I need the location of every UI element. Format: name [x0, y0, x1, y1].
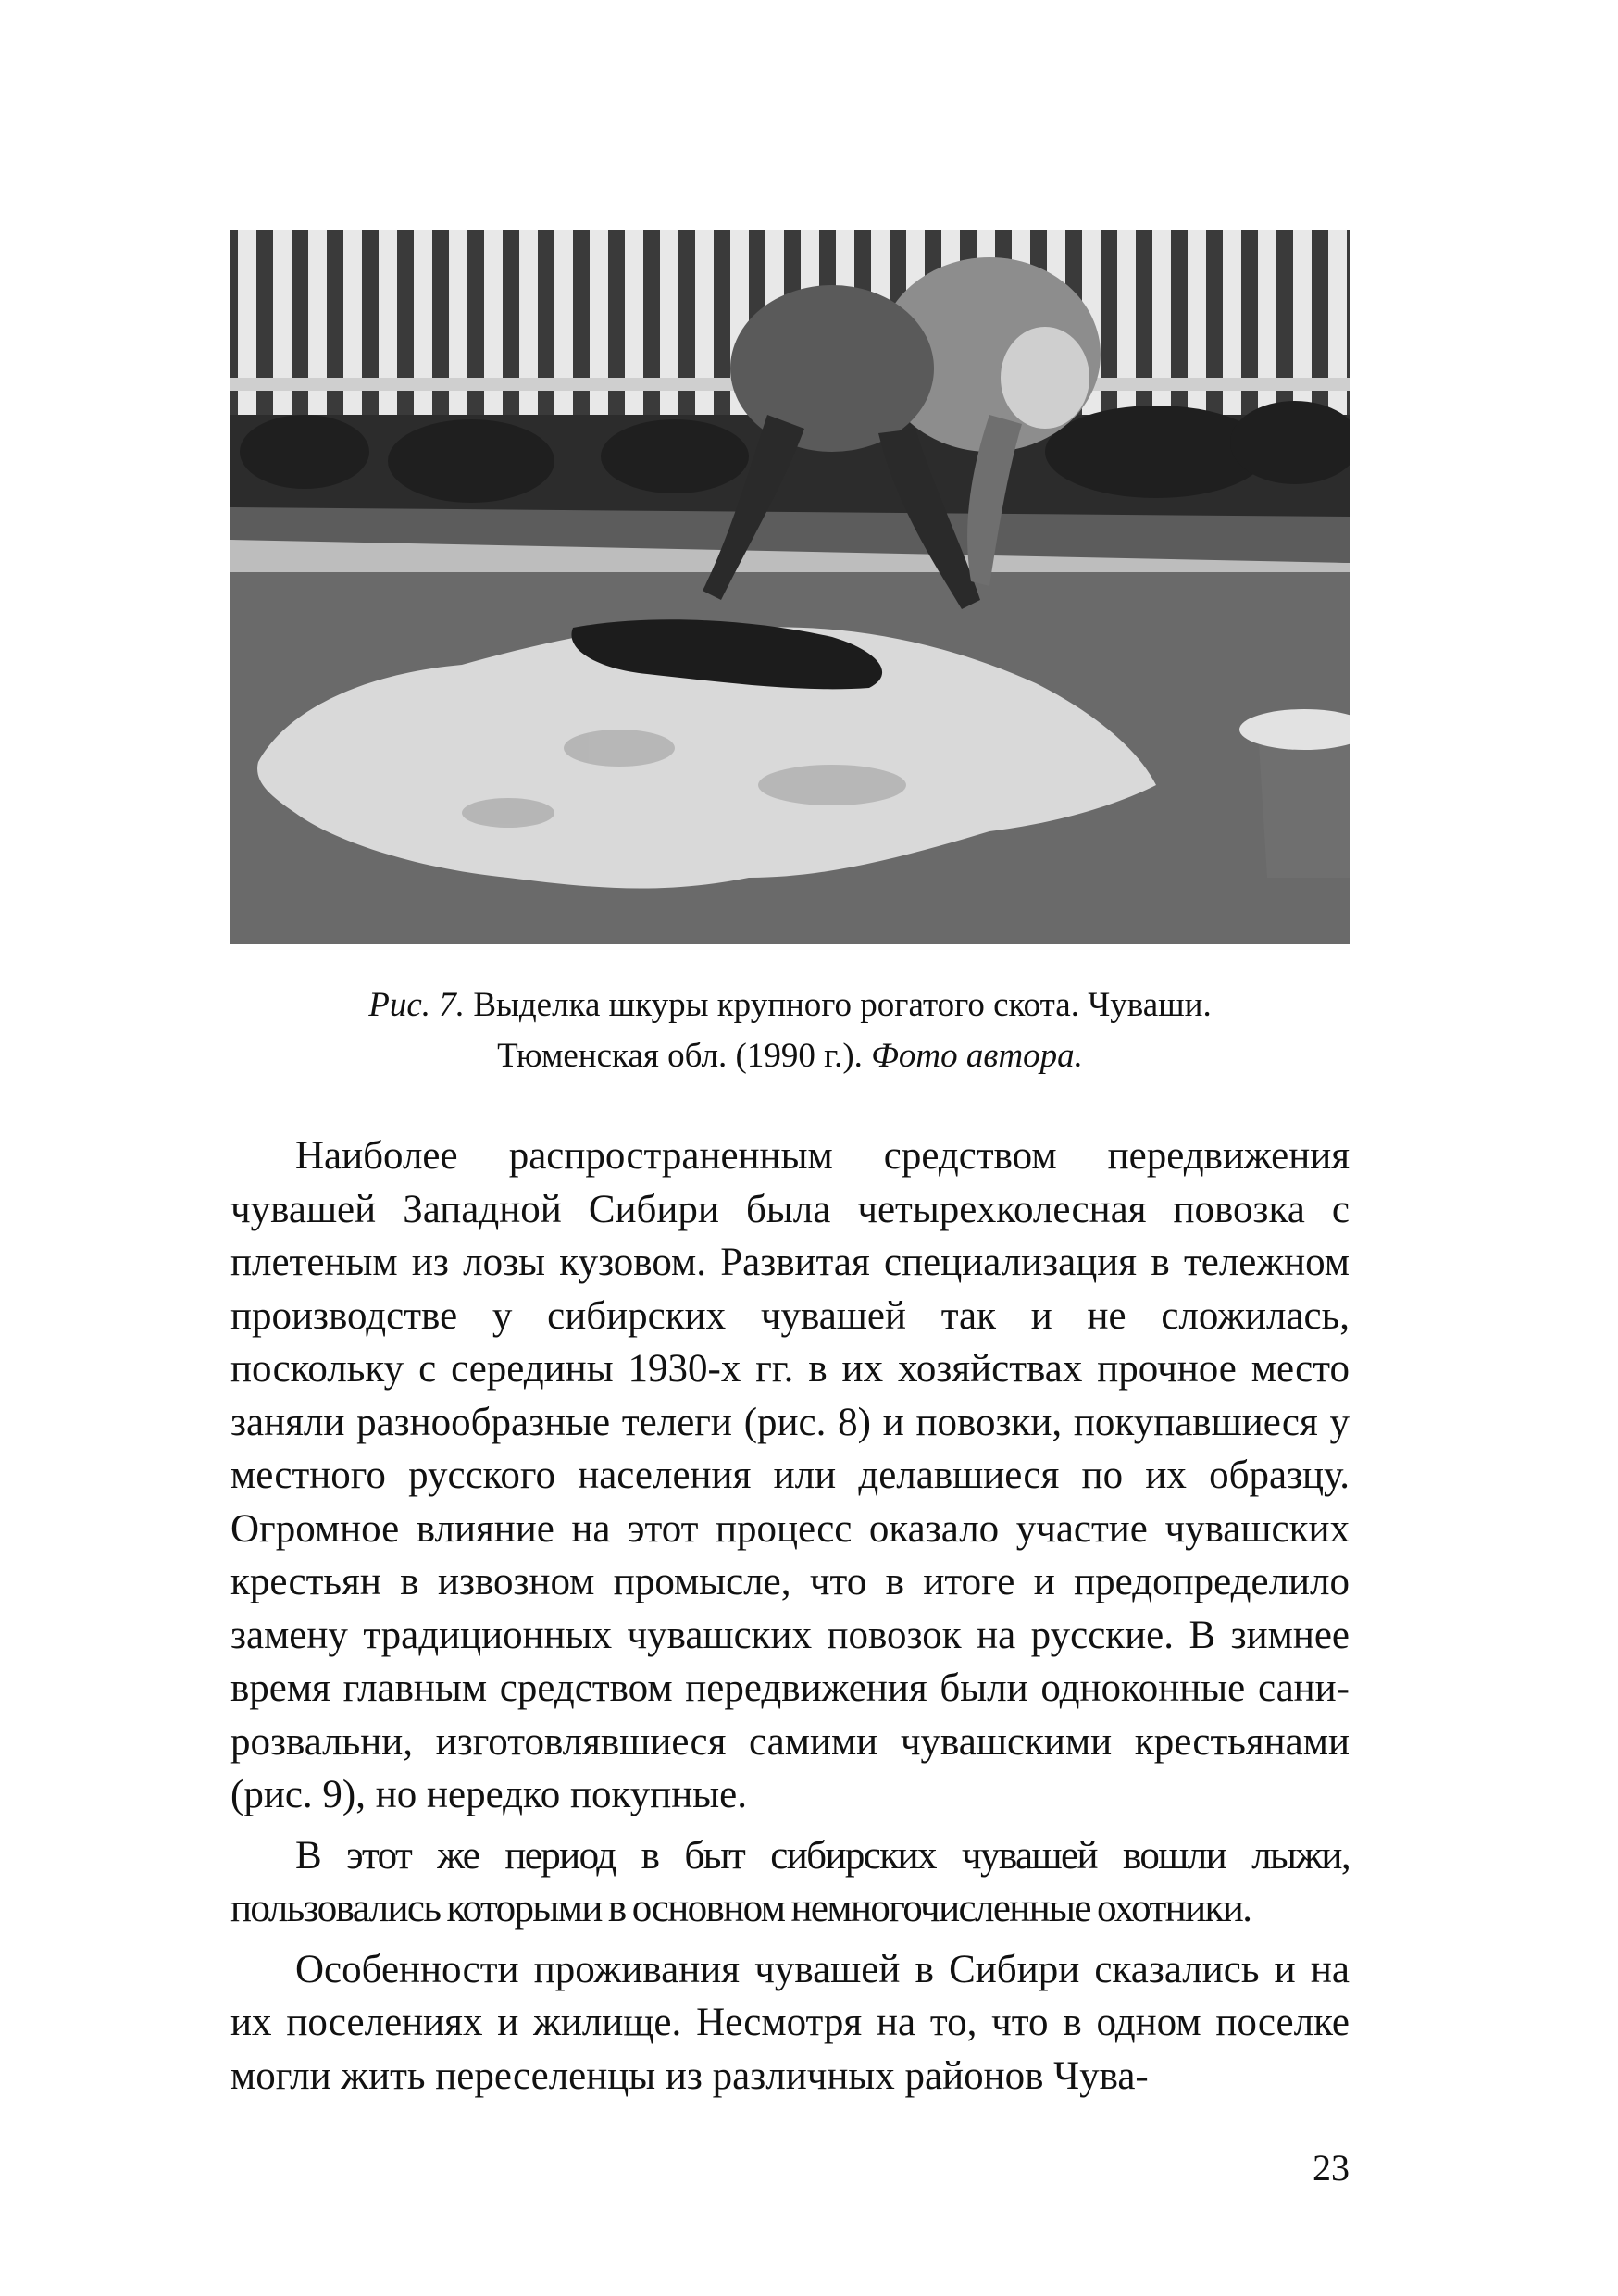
figure-caption [230, 980, 1350, 1081]
caption-text-2: Тюменская обл. (1990 г.). [497, 1037, 863, 1075]
paragraph-3: Особенности проживания чувашей в Сибири сказались и на их поселениях и жилище. Несмотря на то, что в одном поселке могли жить переселенцы из различных районов Чува- [230, 1947, 1350, 2098]
caption-text-1: Выделка шкуры крупного рогатого скота. Чуваши. [473, 986, 1212, 1024]
caption-line-1 [230, 980, 1350, 1030]
photo-credit: Фото автора. [871, 1037, 1083, 1075]
figure-label: Рис. 7. [368, 986, 466, 1024]
photo-illustration [230, 230, 1350, 944]
paragraph-1: Наиболее распространенным средством передвижения чувашей Западной Сибири была четырехколесная повозка с плетеным из лозы кузовом. Развитая специализация в тележном производстве у сибирских чувашей так и не сложилась, поскольку с середины 1930-х гг. в их хозяйствах прочное место заняли разнообразные телеги (рис. 8) и повозки, покупавшиеся у местного русского населения или делавшиеся по их образцу. Огромное влияние на этот процесс оказало участие чувашских крестьян в извозном промысле, что в итоге и предопределило замену традиционных чувашских повозок на русские. В зимнее время главным средством передвижения были одноконные сани-розвальни, изготовлявшиеся самими чувашскими крестьянами (рис. 9), но нередко покупные. [230, 1134, 1350, 1816]
paragraph-2: В этот же период в быт сибирских чувашей вошли лыжи, пользовались которыми в основном немногочисленные охотники. [230, 1833, 1350, 1930]
page-number: 23 [1313, 2147, 1350, 2189]
caption-line-2 [230, 1030, 1350, 1081]
figure-photo [230, 230, 1350, 944]
main-text [230, 1129, 1350, 2110]
